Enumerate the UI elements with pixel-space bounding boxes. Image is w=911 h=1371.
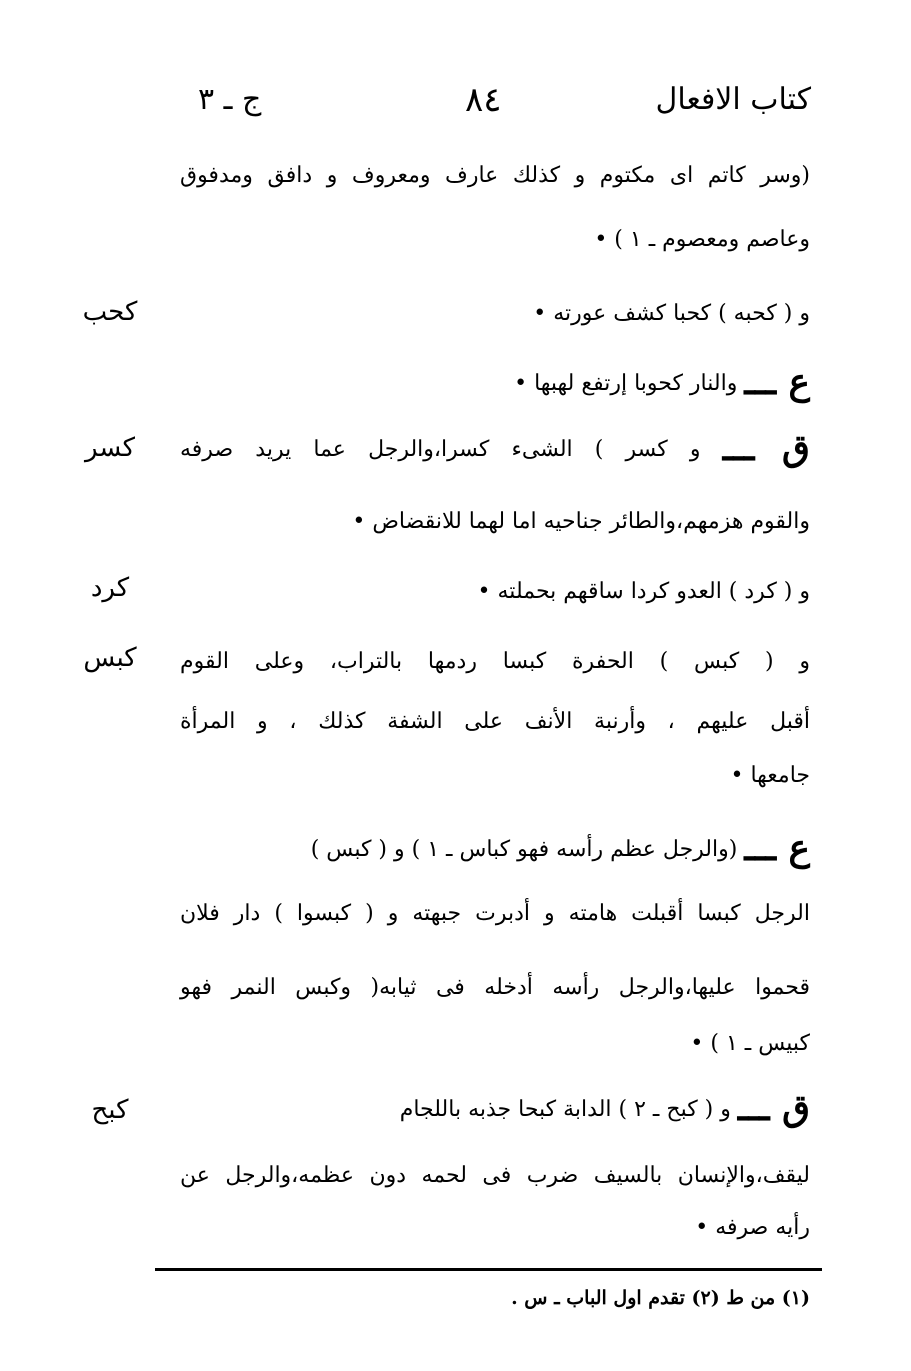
text-line-5 (180, 428, 810, 470)
margin-headword-kabaha: كبح (91, 1095, 129, 1125)
text-line-2: وعاصم ومعصوم ـ ١ ) • (594, 227, 810, 252)
text-line-12: الرجل كبسا أقبلت هامته و أدبرت جبهته و ( كبسوا ) دار فلان (180, 901, 810, 926)
text-line-14: كبيس ـ ١ ) • (690, 1031, 810, 1056)
page-number: ٨٤ (465, 80, 502, 120)
line-5-text: و كسر ) الشىء كسرا،والرجل عما يريد صرفه (180, 437, 701, 462)
margin-headword-kasara: كسر (85, 433, 135, 463)
margin-headword-kahaba: كحب (82, 297, 138, 327)
qaf-marker: ق ـــ (722, 427, 810, 469)
ain-marker: ع ـــ (744, 361, 810, 403)
line-15-text: و ( كبح ـ ٢ ) الدابة كبحا جذبه باللجام (399, 1097, 731, 1122)
text-line-15 (180, 1088, 810, 1130)
line-11-text: (والرجل عظم رأسه فهو كباس ـ ١ ) و ( كبس ) (310, 837, 738, 862)
text-line-3: و ( كحبه ) كحبا كشف عورته • (533, 301, 810, 326)
qaf-marker-2: ق ـــ (737, 1087, 810, 1129)
text-line-7: و ( كرد ) العدو كردا ساقهم بحملته • (477, 579, 810, 604)
text-line-11 (180, 828, 810, 870)
book-title: كتاب الافعال (655, 82, 811, 117)
text-line-13: قحموا عليها،والرجل رأسه أدخله فى ثيابه( وكبس النمر فهو (180, 975, 810, 1000)
margin-headword-kabasa: كبس (83, 643, 137, 673)
margin-headword-karada: كرد (90, 573, 130, 603)
ain-marker-2: ع ـــ (744, 827, 810, 869)
footnote: (١) من ط (٢) تقدم اول الباب ـ س . (511, 1287, 810, 1309)
text-line-17: رأيه صرفه • (695, 1215, 810, 1240)
text-line-8: و ( كبس ) الحفرة كبسا ردمها بالتراب، وعلى القوم (180, 649, 810, 674)
text-line-6: والقوم هزمهم،والطائر جناحيه اما لهما للانقضاض • (352, 509, 810, 534)
line-4-text: والنار كحوبا إرتفع لهبها • (514, 371, 738, 396)
footnote-rule (155, 1268, 822, 1271)
volume-label: ج ـ ٣ (198, 82, 262, 117)
text-line-1: (وسر كاتم اى مكتوم و كذلك عارف ومعروف و دافق ومدفوق (180, 163, 810, 188)
text-line-10: جامعها • (730, 763, 810, 788)
text-line-16: ليقف،والإنسان بالسيف ضرب فى لحمه دون عظمه،والرجل عن (180, 1163, 810, 1188)
text-line-9: أقبل عليهم ، وأرنبة الأنف على الشفة كذلك ، و المرأة (180, 709, 810, 734)
text-line-4 (180, 362, 810, 404)
